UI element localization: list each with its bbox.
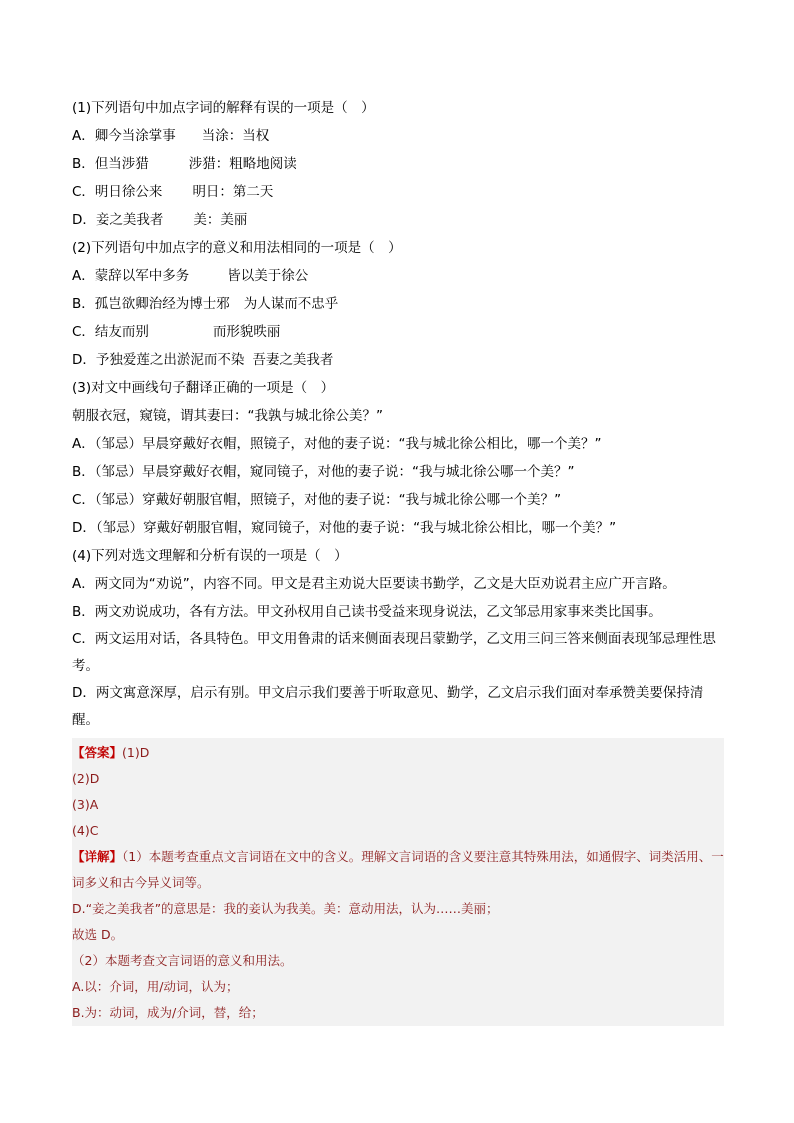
q3-stem: (3)对文中画线句子翻译正确的一项是（ ）	[72, 380, 335, 396]
q2-b-right: 为人谋而不忠乎	[243, 296, 339, 312]
detail-text-1: （1）本题考查重点文言词语在文中的含义。理解文言词语的含义要注意其特殊用法，如通假字、词类活用、一词多义和古今异义词等。	[72, 849, 724, 890]
q3-option-b: B．（邹忌）早晨穿戴好衣帽，窥同镜子，对他的妻子说：“我与城北徐公哪一个美？”	[72, 464, 575, 480]
q1-option-c	[72, 178, 724, 206]
q2-a-left: A．蒙辞以军中多务	[72, 268, 190, 284]
q3-quote: 朝服衣冠，窥镜，谓其妻曰：“我孰与城北徐公美？”	[72, 408, 383, 424]
q1-d-gloss: 美：美丽	[193, 212, 248, 228]
q1-b-gloss: 涉猎：粗略地阅读	[188, 156, 297, 172]
q3-option-a: A．（邹忌）早晨穿戴好衣帽，照镜子，对他的妻子说：“我与城北徐公相比，哪一个美？”	[72, 436, 602, 452]
q4-option-d: D．两文寓意深厚，启示有别。甲文启示我们要善于听取意见、勤学，乙文启示我们面对奉承赞美要保持清醒。	[72, 685, 704, 728]
q2-c-right: 而形貌昳丽	[212, 324, 281, 340]
q1-option-a	[72, 122, 724, 150]
q2-option-d	[72, 346, 724, 374]
q1-a-gloss: 当涂：当权	[201, 128, 270, 144]
detail-paragraph-4: （2）本题考查文言词语的意义和用法。	[72, 953, 293, 968]
q2-b-left: B．孤岂欲卿治经为博士邪	[72, 296, 230, 312]
q4-option-b: B．两文劝说成功，各有方法。甲文孙权用自己读书受益来现身说法，乙文邹忌用家事来类比国事。	[72, 604, 662, 620]
detail-paragraph-2: D.“妾之美我者”的意思是：我的妾认为我美。美：意动用法，认为……美丽；	[72, 901, 499, 916]
q2-d-right: 吾妻之美我者	[252, 352, 334, 368]
q1-b-sentence: B．但当涉猎	[72, 156, 149, 172]
q2-d-left: D．予独爱莲之出淤泥而不染	[72, 352, 245, 368]
answer-line-1	[72, 740, 724, 766]
q2-option-a	[72, 262, 724, 290]
q4-option-a: A．两文同为“劝说”，内容不同。甲文是君主劝说大臣要读书勤学，乙文是大臣劝说君主应广开言路。	[72, 576, 676, 592]
detail-paragraph-1	[72, 844, 724, 896]
q1-a-sentence: A．卿今当涂掌事	[72, 128, 176, 144]
answer-1: (1)D	[122, 745, 150, 760]
q3-option-c: C．（邹忌）穿戴好朝服官帽，照镜子，对他的妻子说：“我与城北徐公哪一个美？”	[72, 492, 562, 508]
detail-paragraph-5: A.以：介词，用/动词，认为；	[72, 979, 239, 994]
answer-4: (4)C	[72, 823, 99, 838]
q1-c-gloss: 明日：第二天	[192, 184, 274, 200]
detail-paragraph-3: 故选 D。	[72, 927, 124, 942]
q2-stem: (2)下列语句中加点字的意义和用法相同的一项是（ ）	[72, 240, 402, 256]
answer-label: 【答案】	[72, 745, 123, 760]
q4-stem: (4)下列对选文理解和分析有误的一项是（ ）	[72, 548, 348, 564]
q3-option-d: D．（邹忌）穿戴好朝服官帽，窥同镜子，对他的妻子说：“我与城北徐公相比，哪一个美？”	[72, 520, 617, 536]
answer-2: (2)D	[72, 771, 100, 786]
detail-paragraph-6: B.为：动词，成为/介词，替，给；	[72, 1005, 264, 1020]
q2-a-right: 皆以美于徐公	[227, 268, 309, 284]
q1-stem: (1)下列语句中加点字词的解释有误的一项是（ ）	[72, 100, 375, 116]
q1-option-b	[72, 150, 724, 178]
detail-label: 【详解】	[72, 849, 123, 864]
q1-c-sentence: C．明日徐公来	[72, 184, 163, 200]
answer-detail-block	[72, 738, 724, 1026]
q2-option-c	[72, 318, 724, 346]
q4-option-c: C．两文运用对话，各具特色。甲文用鲁肃的话来侧面表现吕蒙勤学，乙文用三问三答来侧面表现邹忌理性思考。	[72, 631, 716, 674]
document-content	[72, 94, 724, 1026]
q2-c-left: C．结友而别	[72, 324, 149, 340]
q2-option-b	[72, 290, 724, 318]
q1-d-sentence: D．妾之美我者	[72, 212, 164, 228]
answer-3: (3)A	[72, 797, 99, 812]
q1-option-d	[72, 206, 724, 234]
